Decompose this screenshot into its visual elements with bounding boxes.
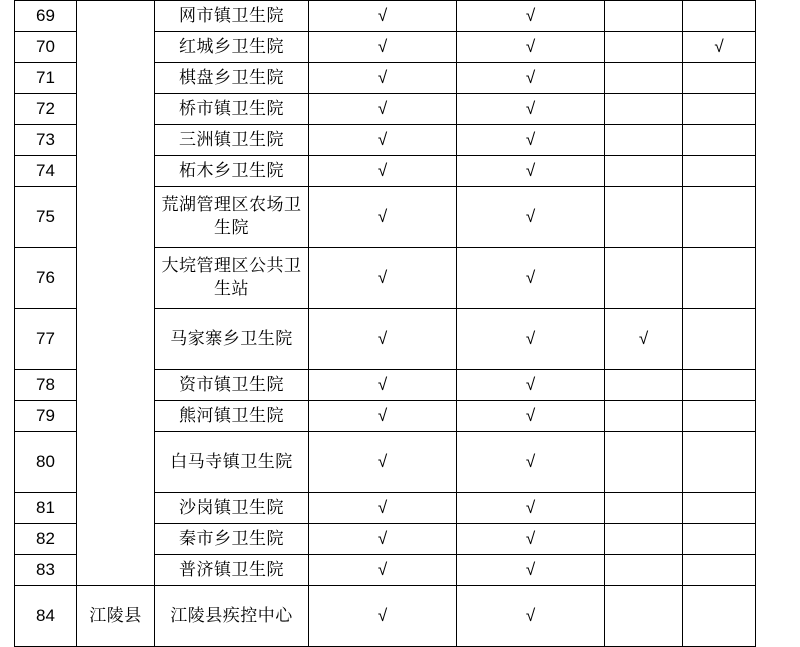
- check-cell: [457, 63, 605, 94]
- check-cell: [683, 432, 756, 493]
- check-icon: √: [377, 267, 388, 287]
- institution-name: 桥市镇卫生院: [155, 94, 309, 125]
- check-cell: [605, 63, 683, 94]
- check-cell: [457, 401, 605, 432]
- check-icon: √: [525, 206, 536, 226]
- check-icon: √: [377, 328, 388, 348]
- check-cell: [309, 63, 457, 94]
- check-cell: [309, 401, 457, 432]
- row-number: 77: [15, 309, 77, 370]
- institution-name: 大垸管理区公共卫生站: [155, 248, 309, 309]
- check-cell: [683, 63, 756, 94]
- institution-name: 沙岗镇卫生院: [155, 493, 309, 524]
- row-number: 69: [15, 1, 77, 32]
- institution-name: 熊河镇卫生院: [155, 401, 309, 432]
- check-cell: [309, 187, 457, 248]
- check-cell: [309, 248, 457, 309]
- check-cell: [605, 493, 683, 524]
- institution-name: 红城乡卫生院: [155, 32, 309, 63]
- check-cell: [457, 524, 605, 555]
- check-cell: [457, 125, 605, 156]
- institution-name: 荒湖管理区农场卫生院: [155, 187, 309, 248]
- check-cell: [309, 156, 457, 187]
- row-number: 82: [15, 524, 77, 555]
- check-icon: √: [377, 605, 388, 625]
- check-cell: [683, 309, 756, 370]
- check-cell: [457, 32, 605, 63]
- check-cell: [605, 156, 683, 187]
- check-icon: √: [525, 451, 536, 471]
- check-icon: √: [377, 374, 388, 394]
- check-icon: √: [525, 374, 536, 394]
- institution-name: 白马寺镇卫生院: [155, 432, 309, 493]
- check-icon: √: [525, 559, 536, 579]
- check-icon: √: [525, 328, 536, 348]
- check-cell: [457, 156, 605, 187]
- row-number: 78: [15, 370, 77, 401]
- row-number: 84: [15, 586, 77, 647]
- check-cell: [309, 125, 457, 156]
- check-cell: [309, 586, 457, 647]
- check-cell: [683, 586, 756, 647]
- check-cell: [605, 524, 683, 555]
- check-icon: √: [377, 451, 388, 471]
- check-icon: √: [525, 528, 536, 548]
- check-cell: [605, 94, 683, 125]
- check-cell: [457, 248, 605, 309]
- check-icon: √: [525, 497, 536, 517]
- check-cell: [683, 555, 756, 586]
- row-number: 81: [15, 493, 77, 524]
- check-cell: [683, 1, 756, 32]
- institution-name: 江陵县疾控中心: [155, 586, 309, 647]
- check-icon: √: [525, 160, 536, 180]
- check-cell: [683, 248, 756, 309]
- check-cell: [309, 1, 457, 32]
- check-icon: √: [377, 497, 388, 517]
- check-cell: [683, 524, 756, 555]
- check-cell: [605, 1, 683, 32]
- row-number: 75: [15, 187, 77, 248]
- check-icon: √: [525, 67, 536, 87]
- check-cell: [605, 586, 683, 647]
- check-cell: [309, 524, 457, 555]
- table-row: [15, 1, 756, 32]
- check-icon: √: [377, 5, 388, 25]
- row-number: 79: [15, 401, 77, 432]
- row-number: 83: [15, 555, 77, 586]
- check-cell: [605, 248, 683, 309]
- check-cell: [309, 493, 457, 524]
- check-icon: √: [638, 328, 649, 348]
- check-cell: [605, 32, 683, 63]
- table-row: [15, 586, 756, 647]
- check-cell: [457, 370, 605, 401]
- county-cell: [77, 1, 155, 586]
- institution-table: [14, 0, 756, 647]
- check-cell: [309, 432, 457, 493]
- check-cell: [457, 432, 605, 493]
- check-cell: [309, 555, 457, 586]
- check-icon: √: [714, 36, 724, 56]
- check-cell: [683, 94, 756, 125]
- check-cell: [457, 586, 605, 647]
- check-cell: [605, 555, 683, 586]
- check-cell: [683, 401, 756, 432]
- check-icon: √: [377, 528, 388, 548]
- check-cell: [457, 555, 605, 586]
- check-cell: [683, 32, 756, 63]
- check-icon: √: [525, 98, 536, 118]
- institution-name: 棋盘乡卫生院: [155, 63, 309, 94]
- check-icon: √: [525, 267, 536, 287]
- check-cell: [457, 94, 605, 125]
- check-icon: √: [377, 67, 388, 87]
- check-icon: √: [525, 36, 536, 56]
- check-icon: √: [377, 405, 388, 425]
- row-number: 70: [15, 32, 77, 63]
- check-cell: [683, 125, 756, 156]
- check-cell: [605, 370, 683, 401]
- check-cell: [605, 309, 683, 370]
- check-cell: [605, 125, 683, 156]
- check-cell: [309, 94, 457, 125]
- check-cell: [683, 493, 756, 524]
- institution-name: 网市镇卫生院: [155, 1, 309, 32]
- table-body: [15, 1, 756, 647]
- row-number: 80: [15, 432, 77, 493]
- check-icon: √: [377, 559, 388, 579]
- row-number: 76: [15, 248, 77, 309]
- institution-name: 普济镇卫生院: [155, 555, 309, 586]
- check-cell: [683, 187, 756, 248]
- row-number: 73: [15, 125, 77, 156]
- check-icon: √: [525, 129, 536, 149]
- institution-name: 资市镇卫生院: [155, 370, 309, 401]
- check-icon: √: [377, 98, 388, 118]
- check-cell: [605, 401, 683, 432]
- institution-name: 三洲镇卫生院: [155, 125, 309, 156]
- check-cell: [457, 187, 605, 248]
- check-icon: √: [377, 160, 388, 180]
- institution-name: 柘木乡卫生院: [155, 156, 309, 187]
- row-number: 71: [15, 63, 77, 94]
- check-icon: √: [525, 405, 536, 425]
- check-cell: [605, 187, 683, 248]
- check-icon: √: [525, 605, 536, 625]
- check-cell: [457, 1, 605, 32]
- check-cell: [457, 309, 605, 370]
- institution-name: 马家寨乡卫生院: [155, 309, 309, 370]
- row-number: 72: [15, 94, 77, 125]
- check-cell: [457, 493, 605, 524]
- check-cell: [605, 432, 683, 493]
- check-cell: [683, 156, 756, 187]
- check-icon: √: [525, 5, 536, 25]
- county-cell: 江陵县: [77, 586, 155, 647]
- check-icon: √: [377, 206, 388, 226]
- check-cell: [683, 370, 756, 401]
- row-number: 74: [15, 156, 77, 187]
- check-cell: [309, 309, 457, 370]
- check-cell: [309, 32, 457, 63]
- check-icon: √: [377, 129, 388, 149]
- check-icon: √: [377, 36, 388, 56]
- check-cell: [309, 370, 457, 401]
- institution-name: 秦市乡卫生院: [155, 524, 309, 555]
